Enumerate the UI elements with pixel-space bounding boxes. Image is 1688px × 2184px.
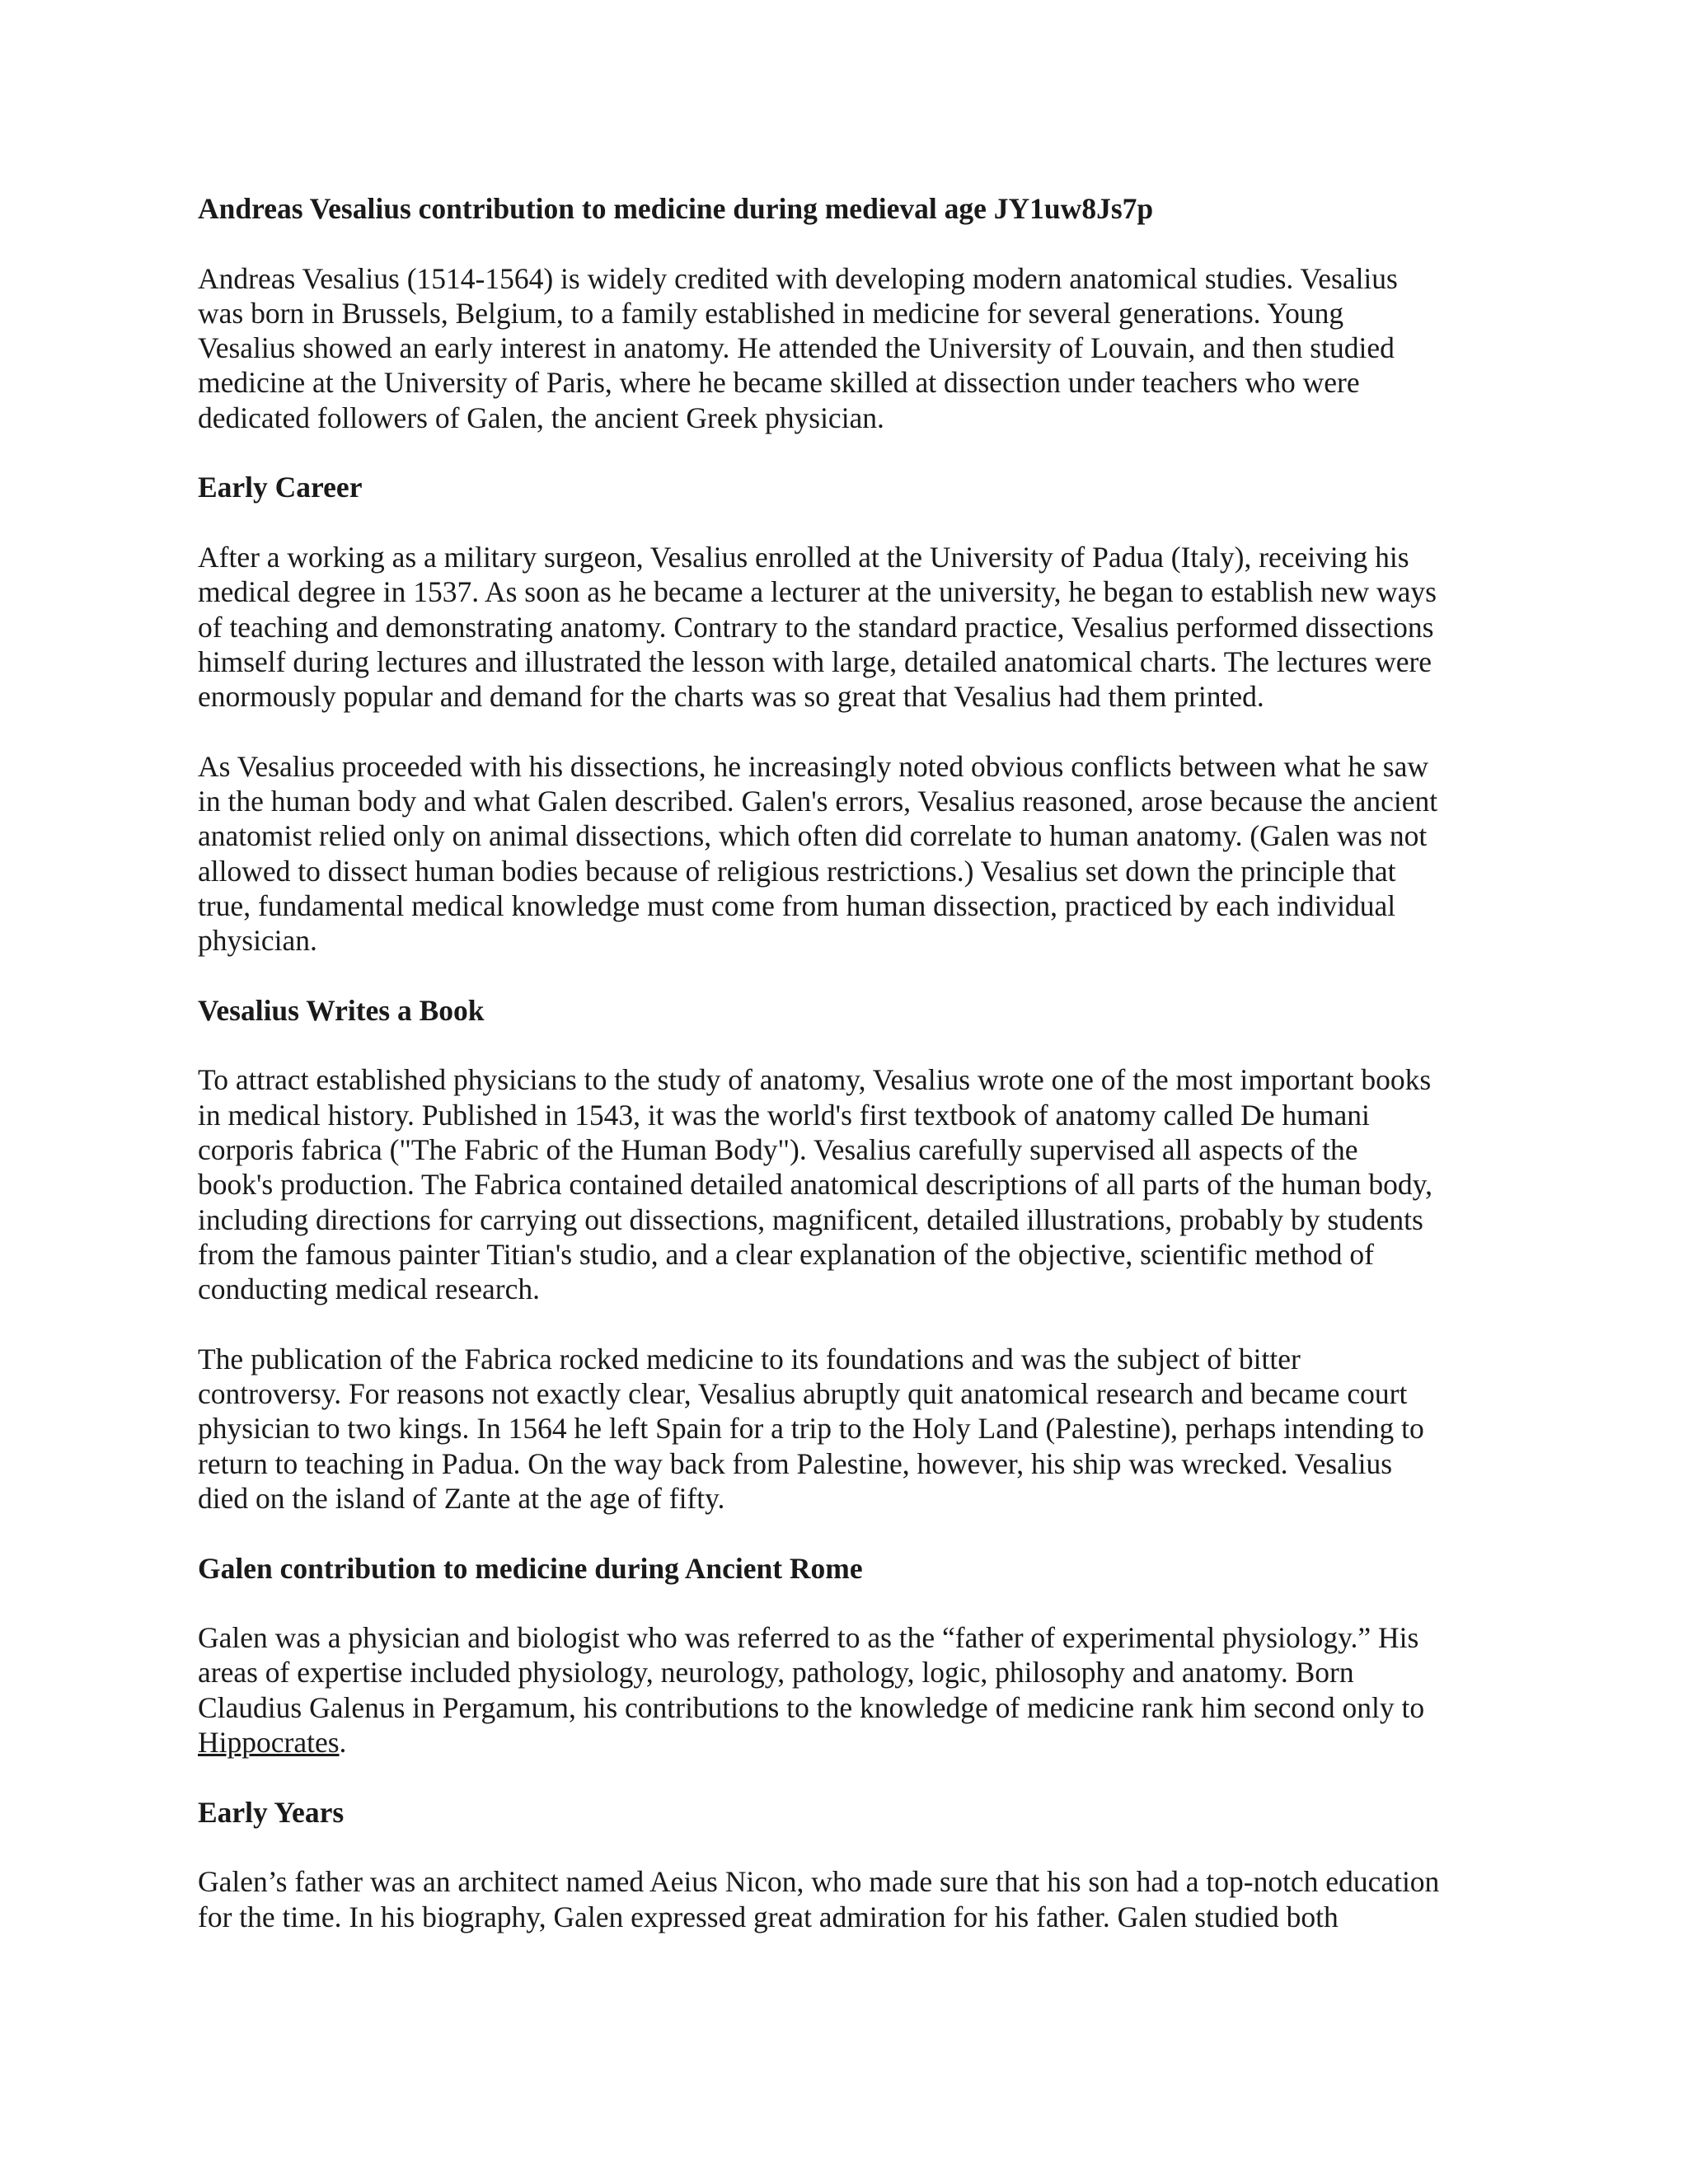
text-line: in medical history. Published in 1543, it was the world's first textbook of anatomy called De humani [198,1098,1370,1132]
text-line: Galen’s father was an architect named Aeius Nicon, who made sure that his son had a top-notch education [198,1865,1440,1899]
text-line: After a working as a military surgeon, Vesalius enrolled at the University of Padua (Italy), receiving his [198,540,1409,574]
document-title: Andreas Vesalius contribution to medicine during medieval age JY1uw8Js7p [198,192,1154,225]
text-line: Galen was a physician and biologist who was referred to as the “father of experimental physiology.” His [198,1621,1419,1655]
text-line: The publication of the Fabrica rocked medicine to its foundations and was the subject of bitter [198,1342,1301,1376]
early-years-paragraph [198,1864,1500,1934]
section-heading-early-years: Early Years [198,1795,345,1829]
galen-paragraph [198,1620,1500,1760]
text-line: dedicated followers of Galen, the ancient Greek physician. [198,401,884,434]
text-line: Vesalius showed an early interest in anatomy. He attended the University of Louvain, and then studied [198,331,1395,365]
link-trailing-text: . [339,1726,347,1760]
text-line: medicine at the University of Paris, where he became skilled at dissection under teachers who were [198,366,1360,400]
text-line: book's production. The Fabrica contained detailed anatomical descriptions of all parts of the human body, [198,1168,1432,1202]
text-line-with-link [198,1725,1500,1760]
text-line: of teaching and demonstrating anatomy. Contrary to the standard practice, Vesalius performed dissections [198,610,1434,644]
document-page [198,191,1500,1969]
publication-paragraph [198,1342,1500,1516]
text-line: To attract established physicians to the study of anatomy, Vesalius wrote one of the most important books [198,1063,1432,1097]
text-line: died on the island of Zante at the age of fifty. [198,1481,725,1515]
text-line: areas of expertise included physiology, neurology, pathology, logic, philosophy and anatomy. Born [198,1656,1354,1690]
early-career-paragraph [198,540,1500,714]
text-line: true, fundamental medical knowledge must come from human dissection, practiced by each individual [198,888,1396,922]
text-line: was born in Brussels, Belgium, to a family established in medicine for several generations. Young [198,296,1344,330]
text-line: enormously popular and demand for the charts was so great that Vesalius had them printed. [198,680,1264,714]
text-line: As Vesalius proceeded with his dissections, he increasingly noted obvious conflicts between what he saw [198,749,1428,783]
text-line: allowed to dissect human bodies because of religious restrictions.) Vesalius set down the principle that [198,854,1396,888]
text-line: in the human body and what Galen described. Galen's errors, Vesalius reasoned, arose because the ancient [198,785,1438,818]
section-heading-writes-book: Vesalius Writes a Book [198,993,485,1027]
text-line: himself during lectures and illustrated the lesson with large, detailed anatomical charts. The lectures were [198,644,1432,678]
text-line: from the famous painter Titian's studio, and a clear explanation of the objective, scientific method of [198,1237,1375,1271]
text-line: corporis fabrica ("The Fabric of the Human Body"). Vesalius carefully supervised all aspects of the [198,1133,1358,1167]
dissections-paragraph [198,749,1500,958]
text-line: including directions for carrying out dissections, magnificent, detailed illustrations, probably by students [198,1202,1423,1236]
section-heading-early-career: Early Career [198,471,363,504]
text-line: medical degree in 1537. As soon as he became a lecturer at the university, he began to establish new ways [198,575,1437,609]
text-line: Andreas Vesalius (1514-1564) is widely credited with developing modern anatomical studies. Vesalius [198,261,1398,295]
text-line: physician. [198,924,317,958]
text-line: return to teaching in Padua. On the way back from Palestine, however, his ship was wrecked. Vesalius [198,1446,1393,1480]
text-line: conducting medical research. [198,1272,540,1306]
text-line: Claudius Galenus in Pergamum, his contributions to the knowledge of medicine rank him second only to [198,1690,1425,1724]
hippocrates-link[interactable]: Hippocrates [198,1726,340,1760]
book-paragraph [198,1062,1500,1306]
text-line: anatomist relied only on animal dissections, which often did correlate to human anatomy. (Galen was not [198,819,1428,853]
section-heading-galen: Galen contribution to medicine during Ancient Rome [198,1551,863,1585]
text-line: physician to two kings. In 1564 he left Spain for a trip to the Holy Land (Palestine), perhaps intending to [198,1412,1424,1446]
text-line: for the time. In his biography, Galen expressed great admiration for his father. Galen studied both [198,1900,1339,1933]
text-line: controversy. For reasons not exactly clear, Vesalius abruptly quit anatomical research and became court [198,1377,1408,1411]
intro-paragraph [198,261,1500,435]
